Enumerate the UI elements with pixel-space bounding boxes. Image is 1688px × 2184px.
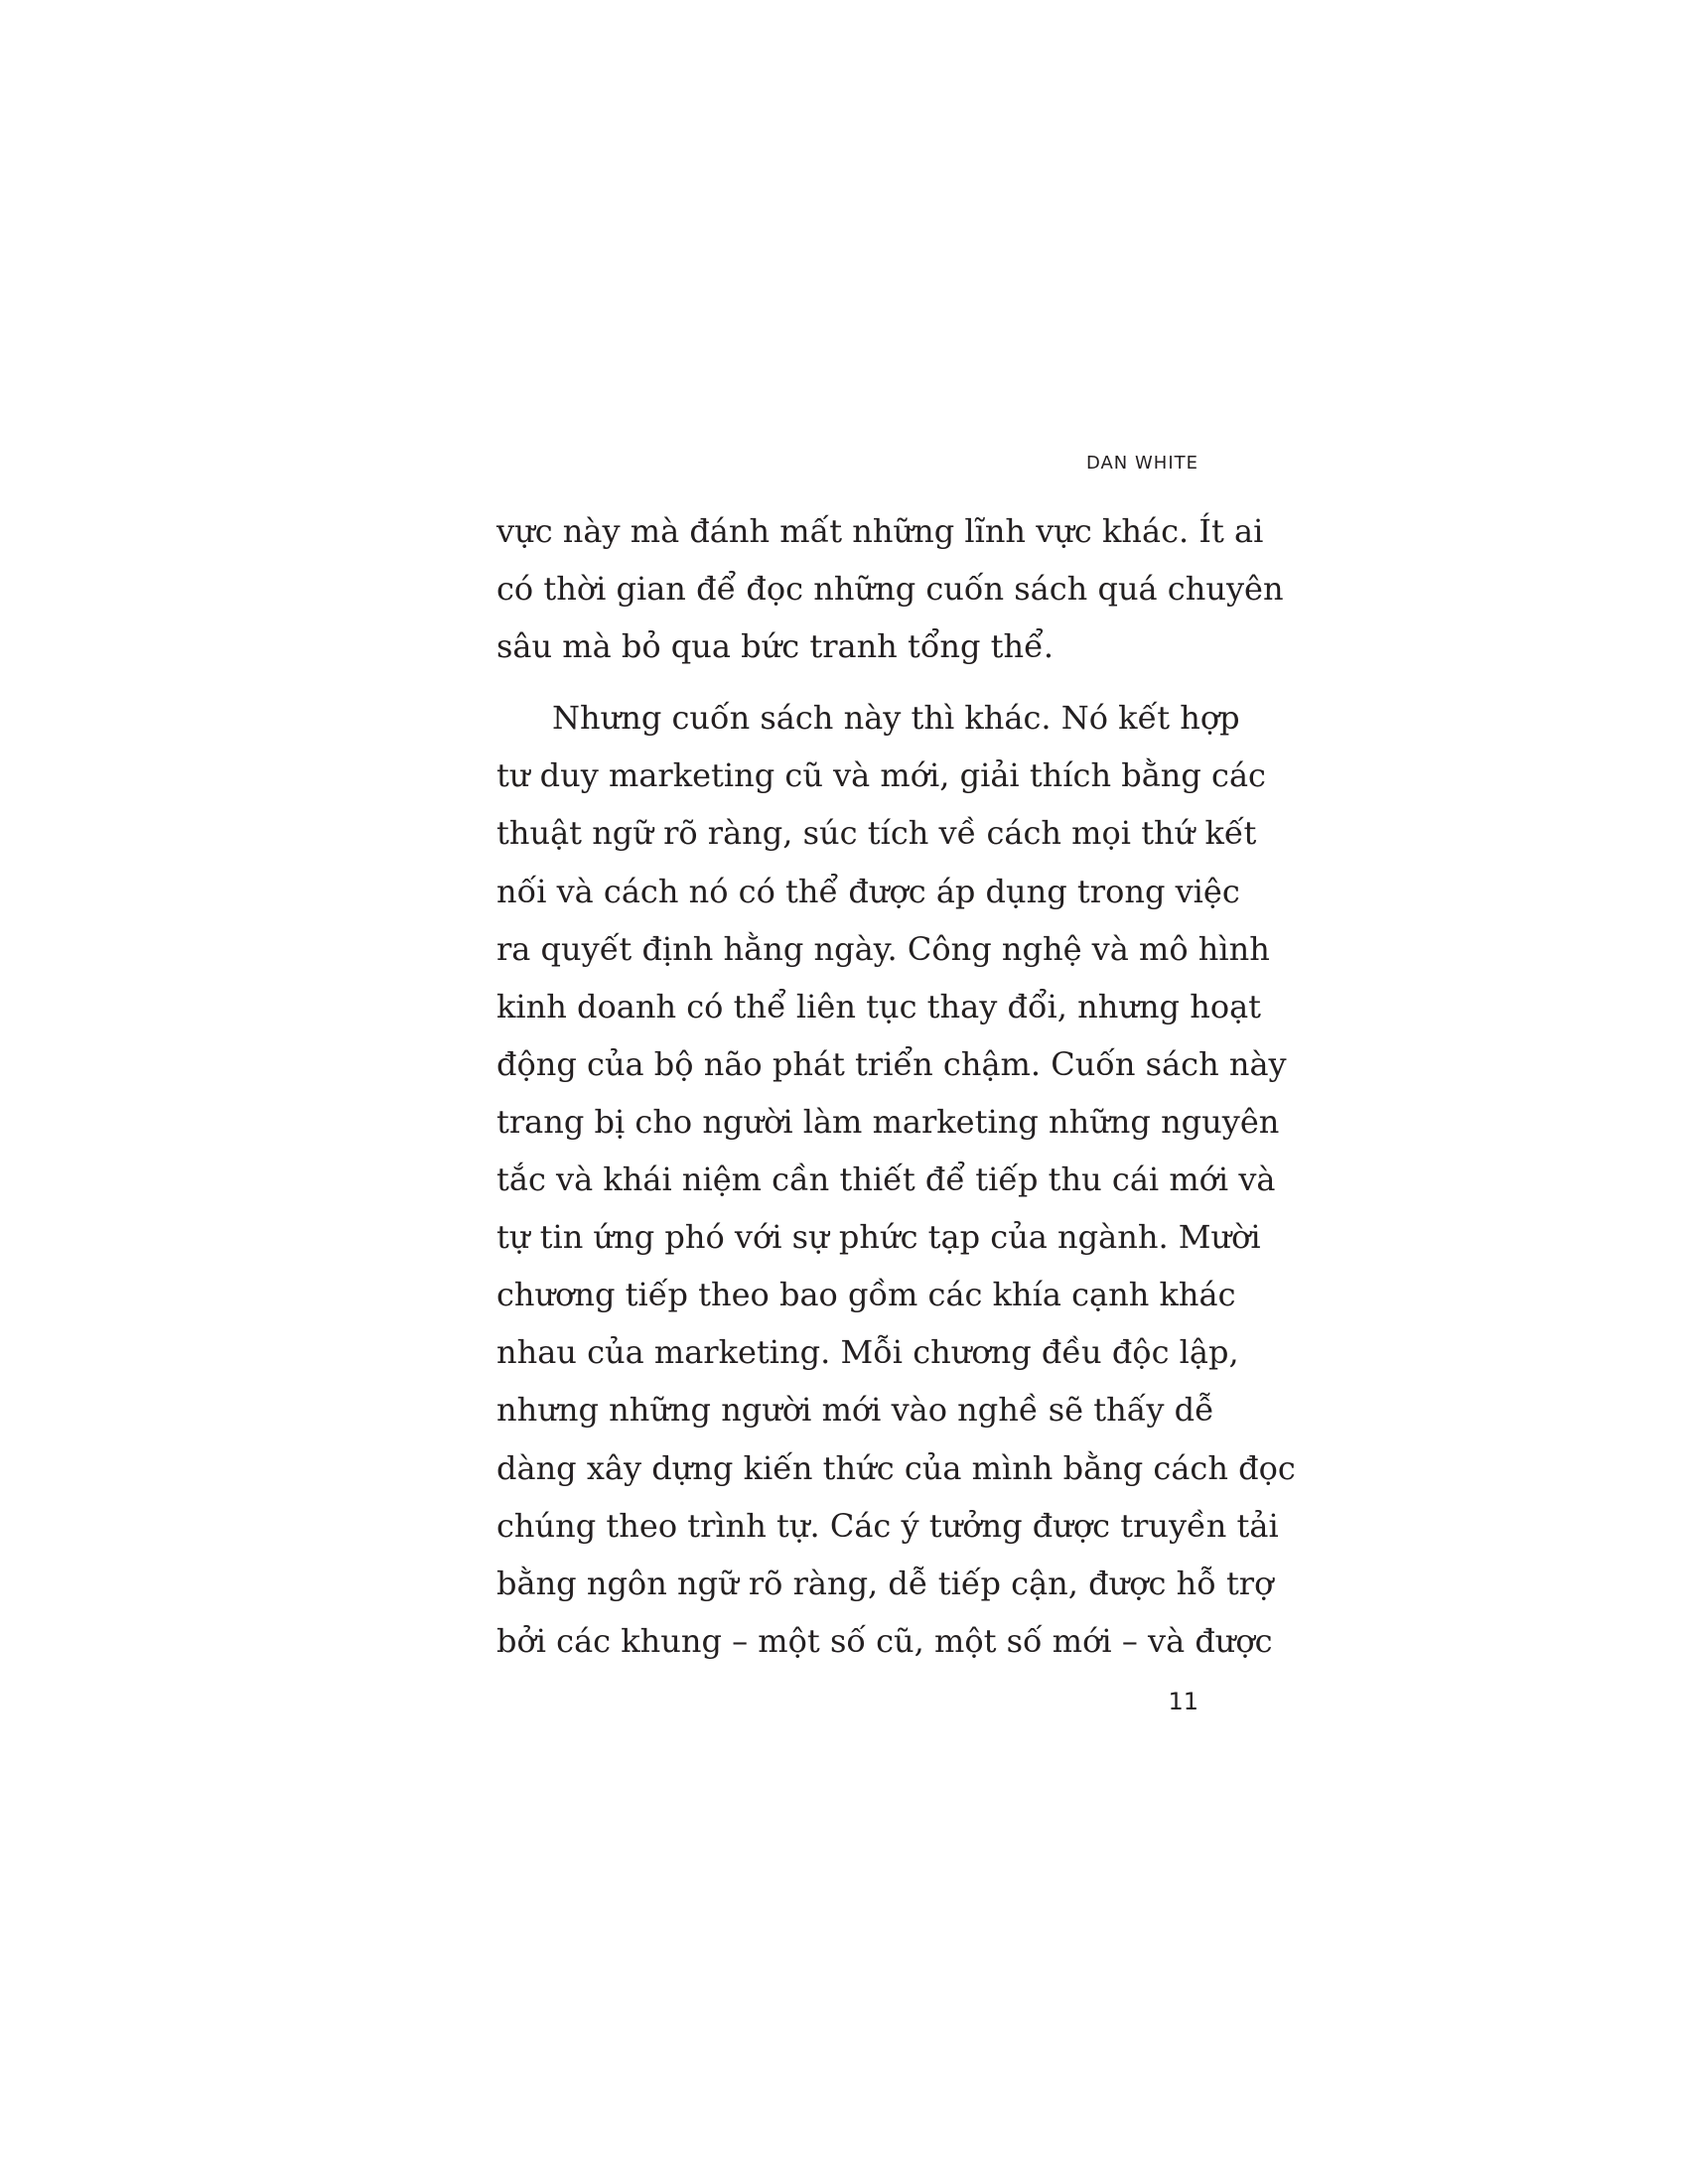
text-line: trang bị cho người làm marketing những nguyên (496, 1102, 1280, 1141)
paragraph (496, 689, 1296, 1670)
text-line: ra quyết định hằng ngày. Công nghệ và mô hình (496, 929, 1270, 968)
body-text (496, 502, 1296, 1670)
text-line: Nhưng cuốn sách này thì khác. Nó kết hợp (552, 699, 1240, 738)
text-line: nhưng những người mới vào nghề sẽ thấy dễ (496, 1391, 1214, 1430)
text-line: nhau của marketing. Mỗi chương đều độc lập, (496, 1333, 1239, 1372)
text-line: bởi các khung – một số cũ, một số mới – và được (496, 1621, 1273, 1660)
paragraph-spacing (496, 675, 1198, 689)
text-line: nối và cách nó có thể được áp dụng trong việc (496, 872, 1240, 910)
text-line: kinh doanh có thể liên tục thay đổi, nhưng hoạt (496, 987, 1262, 1025)
text-line: bằng ngôn ngữ rõ ràng, dễ tiếp cận, được hỗ trợ (496, 1564, 1274, 1602)
text-line: chúng theo trình tự. Các ý tưởng được truyền tải (496, 1506, 1279, 1545)
running-header-author: DAN WHITE (1085, 453, 1198, 474)
text-line: dàng xây dựng kiến thức của mình bằng cách đọc (496, 1448, 1296, 1487)
text-line: thuật ngữ rõ ràng, súc tích về cách mọi thứ kết (496, 814, 1257, 853)
paragraph (496, 502, 1284, 675)
text-line: động của bộ não phát triển chậm. Cuốn sách này (496, 1044, 1287, 1083)
text-line: tự tin ứng phó với sự phức tạp của ngành. Mười (496, 1218, 1261, 1257)
text-line: tắc và khái niệm cần thiết để tiếp thu cái mới và (496, 1160, 1276, 1199)
text-line: vực này mà đánh mất những lĩnh vực khác. Ít ai (496, 512, 1264, 550)
text-line: sâu mà bỏ qua bức tranh tổng thể. (496, 627, 1054, 666)
page-number: 11 (1168, 1688, 1198, 1715)
text-line: chương tiếp theo bao gồm các khía cạnh khác (496, 1276, 1236, 1314)
text-line: tư duy marketing cũ và mới, giải thích bằng các (496, 756, 1266, 795)
text-line: có thời gian để đọc những cuốn sách quá chuyên (496, 570, 1284, 609)
